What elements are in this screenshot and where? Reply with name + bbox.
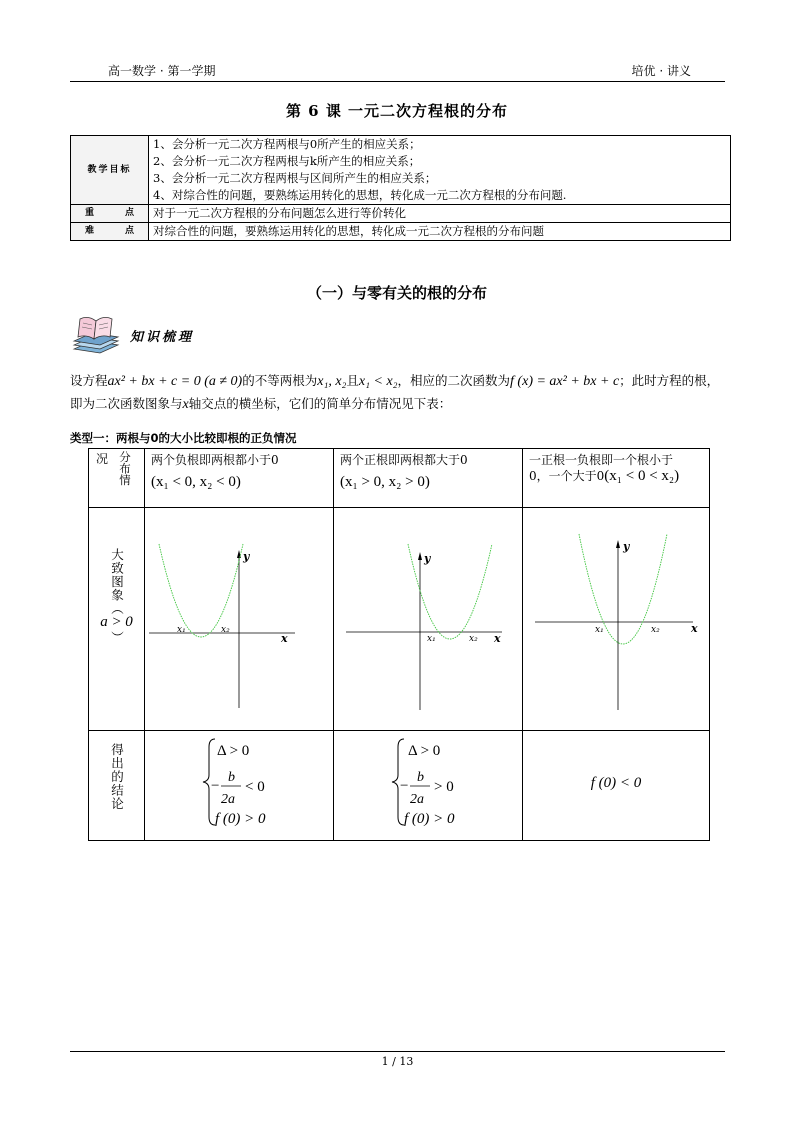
key-point-text: 对于一元二次方程根的分布问题怎么进行等价转化 xyxy=(149,205,731,223)
cond-axis: > 0 xyxy=(434,779,454,795)
x-label: x xyxy=(494,632,501,645)
goals-label: 教学目标 xyxy=(71,136,149,205)
col-condition: (x₁ < 0, x₂ < 0) xyxy=(151,474,241,490)
cond-f0: f (0) > 0 xyxy=(215,811,266,827)
graph-row-cond: a > 0 xyxy=(100,613,133,630)
graph-positive-roots xyxy=(334,508,523,731)
col-condition: (x₁ > 0, x₂ > 0) xyxy=(340,474,430,490)
intro-paragraph xyxy=(70,370,726,416)
header-doc-type: 培优 · 讲义 xyxy=(631,64,691,78)
graph-negative-roots xyxy=(145,508,334,731)
page-footer xyxy=(70,1051,725,1068)
cond-axis: < 0 xyxy=(245,779,265,795)
col-head-mixed xyxy=(523,449,710,508)
result-mixed xyxy=(523,731,710,841)
graph-row-close: ） xyxy=(109,630,125,644)
y-label: y xyxy=(623,540,630,553)
x-label: x xyxy=(281,632,288,645)
parabola-positive-graph xyxy=(334,508,522,730)
frac-denominator: 2a xyxy=(410,792,424,807)
graph-row-label: 大致图象（ xyxy=(109,548,125,616)
col-head-text: 一正根一负根即一个根小于 xyxy=(529,453,674,467)
x1-label: x₁ xyxy=(427,634,436,644)
x2-label: x₂ xyxy=(221,625,230,635)
parabola-negative-graph xyxy=(145,508,333,730)
intro-text: 的不等两根为 xyxy=(242,373,318,388)
quadratic-function: f (x) = ax² + bx + c xyxy=(510,374,620,389)
page-number: 1 / 13 xyxy=(381,1055,414,1068)
key-point-label: 重 点 xyxy=(71,205,149,223)
cond-delta: Δ > 0 xyxy=(408,743,441,759)
intro-text: ；此时方程的根，即为二次函数图象与 xyxy=(70,373,720,411)
x1-label: x₁ xyxy=(177,625,186,635)
minus-sign: − xyxy=(211,778,220,794)
type-one-heading: 类型一：两根与0的大小比较即根的正负情况 xyxy=(70,431,297,445)
parabola-mixed-graph xyxy=(523,508,709,730)
difficulty-text: 对综合性的问题，要熟练运用转化的思想，转化成一元二次方程根的分布问题 xyxy=(149,223,731,241)
system-negative xyxy=(145,731,333,837)
root-order: x₁ < x₂ xyxy=(358,374,398,389)
roots: x₁, x₂ xyxy=(317,374,347,389)
frac-numerator: b xyxy=(228,770,235,785)
corner-left-label: 况 xyxy=(96,452,109,466)
corner-top-label: 分布情 xyxy=(118,451,132,486)
y-arrow xyxy=(418,552,422,560)
section-title: （一）与零有关的根的分布 xyxy=(306,284,487,302)
goals-list xyxy=(149,136,731,205)
x1-label: x₁ xyxy=(595,625,604,635)
root-distribution-table xyxy=(88,448,710,841)
result-row-label: 得出的结论 xyxy=(109,743,125,811)
page-header xyxy=(70,62,725,82)
y-label: y xyxy=(243,550,250,563)
y-arrow xyxy=(616,540,620,548)
system-positive xyxy=(334,731,522,837)
result-negative xyxy=(145,731,334,841)
y-label: y xyxy=(424,552,431,565)
minus-sign: − xyxy=(400,778,409,794)
col-head-text: 0，一个大于0 xyxy=(529,469,605,483)
corner-cell xyxy=(89,449,145,508)
teaching-goals-table xyxy=(70,135,731,241)
lesson-title: 第 6 课 一元二次方程根的分布 xyxy=(285,102,509,120)
x-label: x xyxy=(691,622,698,635)
graph-mixed-roots xyxy=(523,508,710,731)
frac-denominator: 2a xyxy=(221,792,235,807)
intro-text: ，相应的二次函数为 xyxy=(397,373,511,388)
cond-f0-negative: f (0) < 0 xyxy=(590,775,642,791)
frac-numerator: b xyxy=(417,770,424,785)
difficulty-label: 难 点 xyxy=(71,223,149,241)
result-row-label-cell xyxy=(89,731,145,841)
header-course: 高一数学 · 第一学期 xyxy=(108,64,216,78)
graph-row-label-cell xyxy=(89,508,145,731)
goal-item: 4、对综合性的问题，要熟练运用转化的思想，转化成一元二次方程根的分布问题. xyxy=(153,188,567,202)
col-head-text: 两个负根即两根都小于0 xyxy=(151,453,279,467)
x2-label: x₂ xyxy=(469,634,478,644)
cond-f0: f (0) > 0 xyxy=(404,811,455,827)
col-head-negative xyxy=(145,449,334,508)
goal-item: 3、会分析一元二次方程两根与区间所产生的相应关系； xyxy=(153,171,437,185)
cond-delta: Δ > 0 xyxy=(217,743,250,759)
intro-text: 且 xyxy=(346,373,359,388)
x2-label: x₂ xyxy=(651,625,660,635)
knowledge-heading: 知识梳理 xyxy=(130,330,195,345)
axis-name: x xyxy=(182,397,189,412)
equation: ax² + bx + c = 0 (a ≠ 0) xyxy=(107,374,243,389)
col-head-text: 两个正根即两根都大于0 xyxy=(340,453,468,467)
book-stack-icon xyxy=(70,313,122,355)
col-head-text-line2 xyxy=(523,468,709,484)
result-positive xyxy=(334,731,523,841)
col-condition: (x₁ < 0 < x₂) xyxy=(604,468,680,484)
intro-text: 设方程 xyxy=(70,373,108,388)
col-head-positive xyxy=(334,449,523,508)
goal-item: 1、会分析一元二次方程两根与0所产生的相应关系； xyxy=(153,137,421,151)
goal-item: 2、会分析一元二次方程两根与k所产生的相应关系； xyxy=(153,154,421,168)
intro-text: 轴交点的横坐标，它们的简单分布情况见下表： xyxy=(188,396,452,411)
parabola-curve xyxy=(159,544,243,637)
